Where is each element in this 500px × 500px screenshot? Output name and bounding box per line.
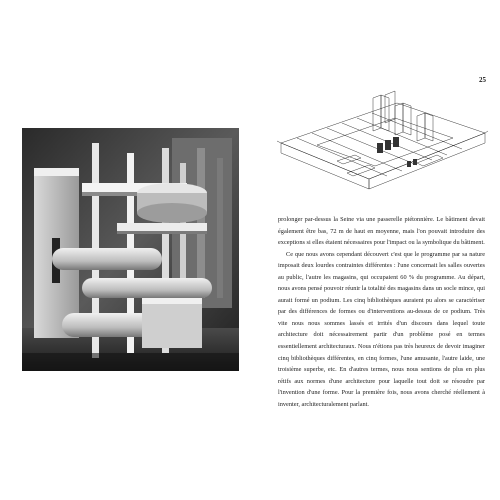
body-text xyxy=(278,214,485,410)
axonometric-drawing xyxy=(277,83,489,213)
paragraph: prolonger par-dessus la Seine via une passerelle piétonnière. Le bâtiment devait également être bas, 72 m de haut en moyenne, mais l'on pouvait introduire des exceptions si elles étaient nécessaires pour l'impact ou la symbolique du bâtiment. xyxy=(278,216,485,247)
model-photo xyxy=(22,128,239,371)
paragraph: Ce que nous avons cependant découvert c'est que le programme par sa nature imposait deux lourdes contraintes différentes : l'une concernait les salles ouvertes au public, l'autre les magasins, qui occupaient 60 % du programme. Au départ, nous avons pensé pouvoir réunir la totalité des magasins dans un socle mince, qui aurait formé un podium. Les cinq bibliothèques auraient pu alors se caractériser par des différences de formes ou d'interventions au-dessus de ce podium. Très vite nous nous sommes lassés et irrités d'un discours dans lequel toute architecture doit nécessairement partir d'un problème posé en termes essentiellement architecturaux. Nous n'étions pas très heureux de devoir imaginer cinq bibliothèques différentes, en cinq formes, l'une amusante, l'autre laide, une troisième superbe, etc. En d'autres termes, nous nous sentions de plus en plus rétifs aux normes d'une architecture pour laquelle tout doit se résoudre par l'invention d'une forme. Pour la première fois, nous avons cherché réellement à inventer, architecturalement parlant. xyxy=(278,250,485,408)
architectural-model-photo-icon xyxy=(22,128,239,371)
page-number: 25 xyxy=(479,76,486,84)
axonometric-drawing-icon xyxy=(277,83,489,213)
